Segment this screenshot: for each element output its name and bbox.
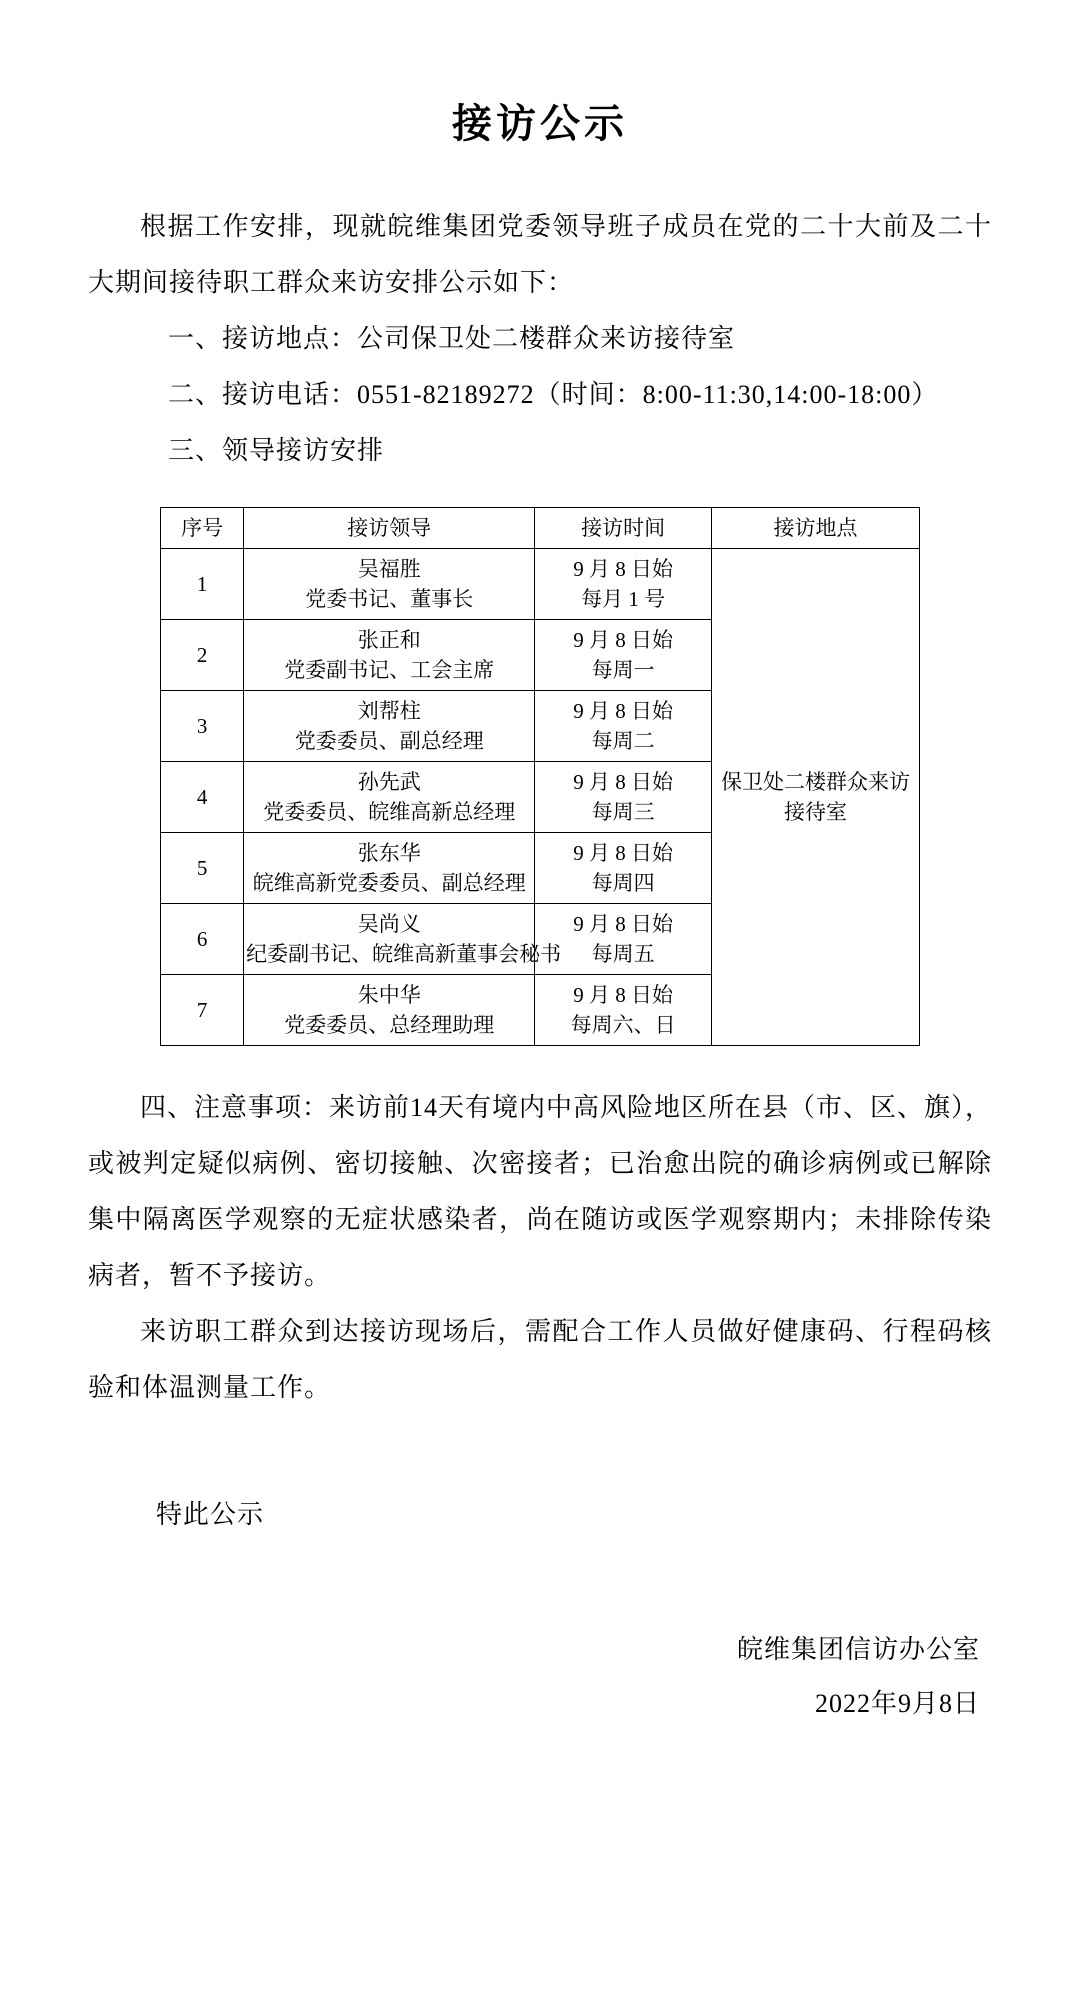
notice-section [60,1080,1020,1304]
leader-name: 朱中华 [357,983,421,1007]
leader-post: 皖维高新党委委员、副总经理 [252,871,526,895]
row-no: 1 [161,549,244,620]
leader-name: 吴尚义 [357,912,421,936]
time-cycle: 每周五 [591,942,655,966]
row-leader [244,762,535,833]
leader-name: 张正和 [357,628,421,652]
row-time [535,904,712,975]
leader-post: 党委委员、皖维高新总经理 [263,800,516,824]
row-no: 7 [161,975,244,1046]
time-cycle: 每月 1 号 [581,587,666,611]
time-start: 9 月 8 日始 [573,699,674,723]
time-cycle: 每周三 [591,800,655,824]
row-no: 4 [161,762,244,833]
time-start: 9 月 8 日始 [573,628,674,652]
document-page [0,92,1080,2012]
notice-paragraph: 四、注意事项：来访前14天有境内中高风险地区所在县（市、区、旗），或被判定疑似病例、密切接触、次密接者；已治愈出院的确诊病例或已解除集中隔离医学观察的无症状感染者，尚在随访或医学观察期内；未排除传染病者，暂不予接访。 [88,1093,993,1290]
schedule-table [160,507,920,1046]
row-time [535,833,712,904]
time-cycle: 每周一 [591,658,655,682]
time-cycle: 每周二 [591,729,655,753]
health-paragraph: 来访职工群众到达接访现场后，需配合工作人员做好健康码、行程码核验和体温测量工作。 [88,1317,992,1402]
item-schedule-heading: 三、领导接访安排 [168,436,385,465]
time-start: 9 月 8 日始 [573,770,674,794]
leader-post: 党委委员、总经理助理 [284,1013,495,1037]
header-place: 接访地点 [712,508,920,549]
row-leader [244,691,535,762]
row-leader [244,904,562,975]
row-no: 5 [161,833,244,904]
time-cycle: 每周四 [591,871,655,895]
row-leader [244,620,535,691]
row-time [535,620,712,691]
leader-name: 张东华 [357,841,421,865]
row-time [535,691,712,762]
row-time [535,762,712,833]
time-start: 9 月 8 日始 [573,983,674,1007]
row-time [535,975,712,1046]
row-no: 6 [161,904,244,975]
time-start: 9 月 8 日始 [573,557,674,581]
closing-line: 特此公示 [156,1500,265,1529]
row-place: 保卫处二楼群众来访接待室 [712,549,920,1046]
leader-post: 党委委员、副总经理 [294,729,484,753]
page-title: 接访公示 [452,101,628,146]
leader-name: 刘帮柱 [357,699,421,723]
time-start: 9 月 8 日始 [573,912,674,936]
header-no: 序号 [161,508,244,549]
leader-post: 党委书记、董事长 [305,587,474,611]
health-section [60,1304,1020,1416]
intro-section [60,199,1020,479]
signature-org: 皖维集团信访办公室 [736,1635,980,1664]
signature-block [60,1623,1020,1731]
time-start: 9 月 8 日始 [573,841,674,865]
row-no: 3 [161,691,244,762]
header-time: 接访时间 [535,508,712,549]
leader-name: 孙先武 [357,770,421,794]
intro-paragraph: 根据工作安排，现就皖维集团党委领导班子成员在党的二十大前及二十大期间接待职工群众来访安排公示如下： [88,212,992,297]
signature-date: 2022年9月8日 [814,1689,980,1718]
row-leader [244,549,535,620]
leader-name: 吴福胜 [357,557,421,581]
time-cycle: 每周六、日 [570,1013,676,1037]
row-leader [244,975,535,1046]
table-header-row [161,508,920,549]
leader-post: 党委副书记、工会主席 [284,658,495,682]
table-row [161,549,920,620]
leader-post: 纪委副书记、皖维高新董事会秘书 [246,942,562,966]
item-location: 一、接访地点：公司保卫处二楼群众来访接待室 [168,324,736,353]
row-leader [244,833,535,904]
row-time [535,549,712,620]
row-no: 2 [161,620,244,691]
item-phone: 二、接访电话：0551-82189272（时间：8:00-11:30,14:00-18:00） [168,380,939,409]
header-leader: 接访领导 [244,508,535,549]
